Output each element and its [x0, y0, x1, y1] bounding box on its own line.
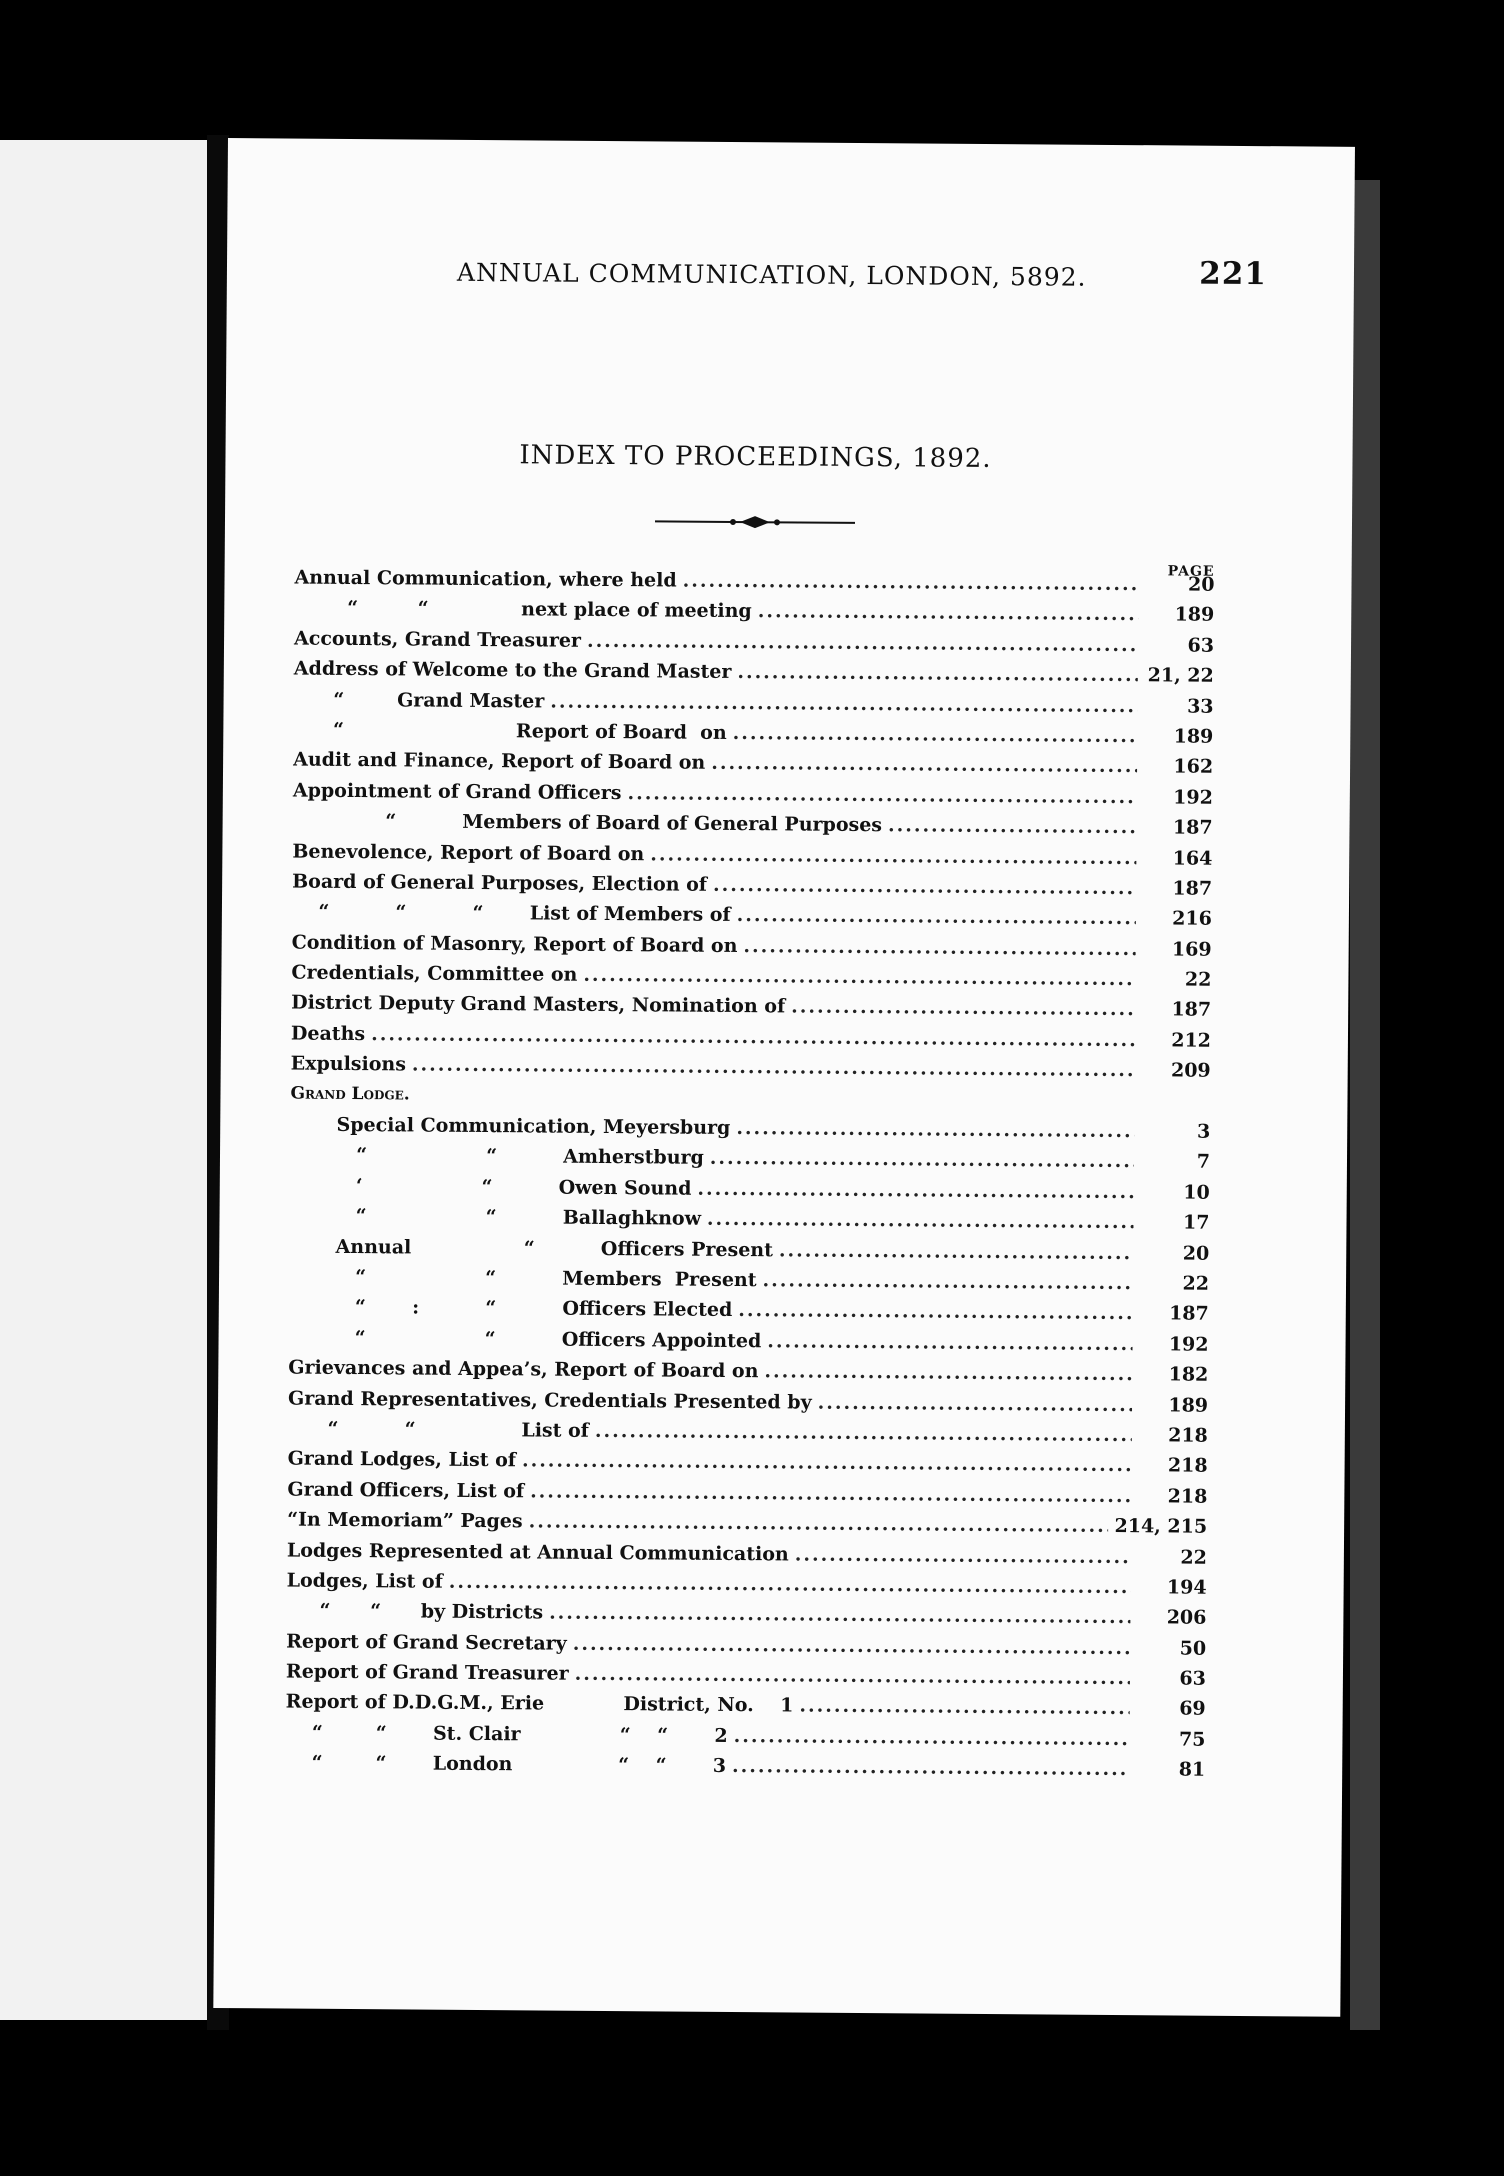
entry-page: 7	[1196, 1151, 1211, 1174]
entry-page: 75	[1178, 1728, 1206, 1751]
entry-label: Accounts, Grand Treasurer	[293, 627, 582, 652]
dot-leader	[762, 1269, 1133, 1294]
entry-label: “ “ St. Clair “ “ 2	[285, 1721, 728, 1747]
entry-page: 17	[1182, 1211, 1210, 1234]
entry-page: 63	[1187, 634, 1215, 657]
dot-leader	[697, 1178, 1134, 1203]
page-number: 221	[1199, 255, 1268, 293]
index-title: INDEX TO PROCEEDINGS, 1892.	[519, 440, 992, 475]
entry-page: 214, 215	[1114, 1515, 1208, 1538]
entry-page: 22	[1182, 1272, 1210, 1295]
entry-page: 218	[1167, 1485, 1208, 1508]
dot-leader	[795, 1543, 1131, 1568]
entry-page: 81	[1178, 1758, 1206, 1781]
entry-label: Expulsions	[290, 1052, 407, 1076]
dot-leader	[650, 843, 1136, 869]
dot-leader	[733, 722, 1138, 747]
entry-page: 218	[1167, 1454, 1208, 1478]
ornament-rule	[655, 511, 855, 533]
entry-page: 187	[1172, 877, 1213, 900]
dot-leader	[732, 1755, 1129, 1780]
entry-label: Deaths	[290, 1022, 366, 1045]
dot-leader	[736, 1117, 1134, 1142]
dot-leader	[758, 601, 1139, 626]
entry-label: Benevolence, Report of Board on	[292, 840, 645, 865]
dot-leader	[764, 1360, 1132, 1385]
entry-page: 187	[1171, 998, 1212, 1022]
entry-page: 187	[1172, 816, 1213, 839]
entry-label: “ “ by Districts	[286, 1599, 544, 1624]
dot-leader	[522, 1450, 1132, 1477]
entry-label: “ Grand Master	[293, 688, 545, 713]
entry-label: Board of General Purposes, Election of	[292, 870, 708, 896]
entry-label: Credentials, Committee on	[291, 961, 578, 986]
entry-page: 50	[1179, 1637, 1207, 1660]
entry-page: 212	[1171, 1029, 1212, 1052]
entry-label: Appointment of Grand Officers	[292, 779, 622, 804]
dot-leader	[627, 782, 1137, 808]
entry-page: 21, 22	[1147, 664, 1214, 687]
entry-label: Address of Welcome to the Grand Master	[293, 657, 732, 684]
entry-page: 169	[1171, 938, 1212, 961]
dot-leader	[529, 1511, 1109, 1538]
scanned-page	[213, 138, 1355, 2017]
entry-label: Annual Communication, where held	[294, 566, 677, 592]
dot-leader	[573, 1632, 1131, 1658]
dot-leader	[587, 630, 1138, 656]
dot-leader	[710, 1147, 1134, 1172]
dot-leader	[737, 661, 1138, 686]
dot-leader	[583, 964, 1135, 990]
entry-page: 192	[1173, 786, 1213, 809]
entry-label: Grievances and Appea’s, Report of Board on	[288, 1356, 759, 1383]
entry-label: “In Memoriam” Pages	[287, 1508, 523, 1533]
dot-leader	[791, 996, 1135, 1021]
entry-label: Report of Grand Secretary	[286, 1630, 567, 1655]
entry-label: Grand Lodges, List of	[287, 1447, 517, 1472]
dot-leader	[707, 1208, 1134, 1233]
dot-leader	[550, 690, 1137, 717]
entry-label: “ “ next place of meeting	[294, 596, 752, 623]
left-page-edge	[0, 140, 210, 2020]
entry-label: “ Members of Board of General Purposes	[292, 809, 883, 837]
entry-page: 164	[1172, 846, 1213, 870]
entry-page: 189	[1168, 1393, 1209, 1417]
entry-label: “ “ Ballaghknow	[289, 1204, 702, 1230]
entry-page: 187	[1169, 1302, 1209, 1326]
entry-label: Audit and Finance, Report of Board on	[293, 748, 706, 775]
entry-label: Lodges Represented at Annual Communication	[286, 1539, 789, 1565]
dot-leader	[734, 1725, 1130, 1750]
entry-label: “ : “ Officers Elected	[288, 1295, 733, 1322]
entry-label: Annual “ Officers Present	[289, 1235, 774, 1261]
entry-label: Grand Representatives, Credentials Presented by	[288, 1387, 812, 1414]
dot-leader	[779, 1239, 1134, 1264]
entry-page: 189	[1174, 603, 1215, 627]
dot-leader	[530, 1480, 1131, 1507]
entry-page: 20	[1187, 573, 1215, 596]
entry-page: 182	[1168, 1363, 1209, 1386]
dot-leader	[737, 904, 1136, 929]
entry-label: “ Report of Board on	[293, 718, 727, 744]
entry-label: ‘ “ Owen Sound	[289, 1174, 692, 1200]
dot-leader	[743, 935, 1135, 960]
entry-page: 63	[1179, 1667, 1207, 1690]
entry-page: 22	[1184, 968, 1212, 991]
entry-page: 192	[1168, 1333, 1209, 1356]
entry-label: “ “ Officers Appointed	[288, 1326, 762, 1352]
dot-leader	[713, 874, 1136, 899]
entry-page: 10	[1183, 1181, 1210, 1204]
entry-label: Report of Grand Treasurer	[285, 1660, 569, 1685]
page-edge-shadow	[1350, 180, 1380, 2030]
entry-label: Report of D.D.G.M., Erie District, No. 1	[285, 1690, 794, 1717]
dot-leader	[818, 1391, 1133, 1415]
entry-page: 33	[1187, 695, 1214, 718]
entry-label: “ “ Amherstburg	[289, 1143, 704, 1170]
entry-label: “ “ London “ “ 3	[285, 1751, 727, 1778]
dot-leader	[449, 1571, 1131, 1598]
dot-leader	[888, 814, 1137, 838]
entry-label: Condition of Masonry, Report of Board on	[291, 931, 738, 957]
entry-page: 189	[1173, 725, 1214, 748]
dot-leader	[711, 752, 1137, 777]
entry-label: District Deputy Grand Masters, Nomination of	[291, 991, 786, 1018]
dot-leader	[575, 1663, 1130, 1689]
dot-leader	[412, 1054, 1135, 1082]
dot-leader	[371, 1023, 1135, 1051]
entry-label: Grand Lodge.	[290, 1083, 410, 1105]
entry-page: 218	[1168, 1424, 1208, 1447]
dot-leader	[595, 1420, 1132, 1446]
dot-leader	[799, 1695, 1129, 1720]
entry-page: 69	[1179, 1697, 1206, 1721]
page-column-label: PAGE	[1167, 563, 1215, 580]
entry-page: 206	[1166, 1606, 1207, 1630]
entry-label: Special Communication, Meyersburg	[290, 1113, 731, 1140]
entry-page: 209	[1170, 1059, 1211, 1082]
dot-leader	[767, 1330, 1132, 1355]
entry-page: 162	[1173, 755, 1214, 779]
entry-page: 216	[1172, 907, 1212, 931]
dot-leader	[738, 1299, 1133, 1324]
dot-leader	[683, 570, 1139, 596]
entry-page: 20	[1182, 1242, 1210, 1265]
entry-label: “ “ List of	[287, 1417, 589, 1442]
entry-page: 22	[1180, 1546, 1207, 1569]
entry-label: “ “ Members Present	[288, 1265, 757, 1292]
entry-page: 3	[1196, 1120, 1211, 1143]
running-head	[457, 248, 1267, 304]
entry-page: 194	[1166, 1576, 1207, 1599]
entry-label: Lodges, List of	[286, 1569, 443, 1593]
index-list	[285, 567, 1215, 1790]
running-head-title: ANNUAL COMMUNICATION, LONDON, 5892.	[456, 257, 1087, 292]
entry-label: Grand Officers, List of	[287, 1478, 525, 1503]
entry-label: “ “ “ List of Members of	[291, 900, 731, 927]
index-entry	[285, 1752, 1205, 1790]
dot-leader	[549, 1602, 1130, 1629]
